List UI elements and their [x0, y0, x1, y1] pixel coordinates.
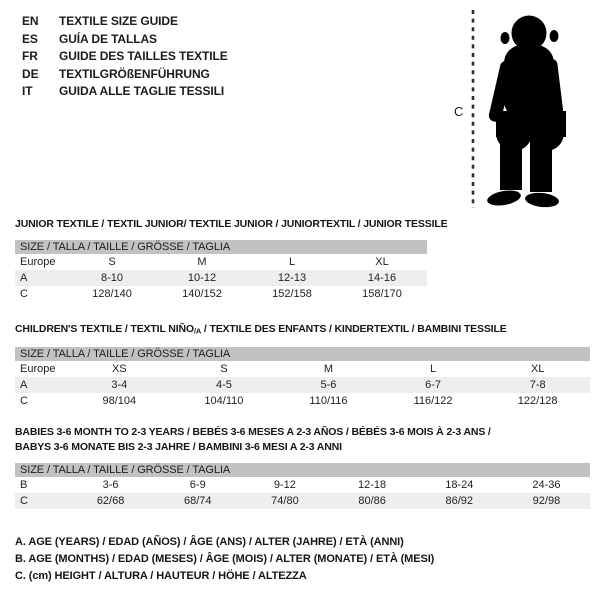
table-cell: 24-36: [532, 479, 561, 491]
size-section-junior: [15, 217, 448, 302]
language-title-list: [22, 13, 228, 101]
language-code: EN: [22, 14, 39, 28]
size-section-children: [15, 322, 590, 409]
table-cell: 62/68: [96, 495, 125, 507]
language-row: [22, 83, 228, 101]
table-row: [15, 270, 427, 286]
table-cell: 5-6: [320, 378, 337, 391]
table-cell: 14-16: [367, 272, 397, 284]
row-label: A: [20, 272, 28, 284]
row-label: Europe: [20, 256, 56, 268]
footnote-line: A. AGE (YEARS) / EDAD (AÑOS) / ÂGE (ANS) / ALTER (JAHRE) / ETÀ (ANNI): [15, 536, 404, 548]
table-cell: 86/92: [445, 495, 474, 507]
size-section-babies: [15, 425, 590, 509]
table-cell: M: [323, 362, 334, 375]
table-cell: 122/128: [517, 394, 558, 407]
footnote-line: B. AGE (MONTHS) / EDAD (MESES) / ÂGE (MOIS) / ALTER (MONATE) / ETÀ (MESI): [15, 553, 435, 565]
table-cell: 6-7: [425, 378, 442, 391]
table-cell: 104/110: [204, 394, 244, 407]
table-cell: 140/152: [182, 288, 222, 300]
language-title: TEXTILE SIZE GUIDE: [59, 14, 178, 28]
table-cell: 4-5: [215, 378, 232, 391]
row-label: A: [20, 378, 28, 391]
language-title: TEXTILGRÖßENFÜHRUNG: [59, 66, 210, 81]
table-header-band: SIZE / TALLA / TAILLE / GRÖSSE / TAGLIA: [15, 463, 590, 477]
heading-subscript: /A: [193, 326, 202, 336]
table-cell: L: [288, 256, 296, 268]
table-cell: 12-13: [277, 272, 307, 284]
table-cell: 110/116: [309, 394, 348, 407]
table-cell: 152/158: [272, 288, 312, 300]
table-header-band: SIZE / TALLA / TAILLE / GRÖSSE / TAGLIA: [15, 347, 590, 361]
language-row: [22, 66, 228, 84]
table-cell: 9-12: [273, 479, 296, 491]
table-cell: 128/140: [92, 288, 132, 300]
table-cell: 3-4: [111, 378, 128, 391]
language-row: [22, 31, 228, 49]
row-label: Europe: [20, 362, 56, 375]
section-heading: [15, 322, 590, 339]
table-cell: 158/170: [362, 288, 402, 300]
measurement-c-label: C: [454, 104, 464, 119]
language-code: DE: [22, 66, 39, 81]
table-cell: 3-6: [102, 479, 119, 491]
footnotes: [15, 534, 434, 585]
table-cell: 74/80: [271, 495, 299, 507]
table-cell: 68/74: [183, 495, 212, 507]
table-cell: S: [220, 362, 228, 375]
table-cell: L: [430, 362, 437, 375]
table-header-band: SIZE / TALLA / TAILLE / GRÖSSE / TAGLIA: [15, 240, 427, 254]
language-row: [22, 13, 228, 31]
table-cell: XL: [375, 256, 389, 268]
language-title: GUIDE DES TAILLES TEXTILE: [59, 49, 228, 63]
table-cell: M: [197, 256, 207, 268]
row-label: C: [20, 495, 28, 507]
language-title: GUÍA DE TALLAS: [59, 31, 157, 46]
language-row: [22, 48, 228, 66]
table-cell: 98/104: [102, 394, 137, 407]
section-heading: BABIES 3-6 MONTH TO 2-3 YEARS / BEBÉS 3-6 MESES A 2-3 AÑOS / BÉBÉS 3-6 MOIS À 2-3 ANS /: [15, 426, 491, 438]
table-row: [15, 493, 590, 509]
language-code: IT: [22, 84, 33, 98]
footnote-line: C. (cm) HEIGHT / ALTURA / HAUTEUR / HÖHE / ALTEZZA: [15, 570, 307, 582]
table-cell: 8-10: [100, 272, 124, 284]
table-cell: 116/122: [413, 394, 453, 407]
table-row: [15, 254, 427, 270]
section-heading: JUNIOR TEXTILE / TEXTIL JUNIOR/ TEXTILE JUNIOR / JUNIORTEXTIL / JUNIOR TESSILE: [15, 218, 448, 230]
table-cell: XS: [111, 362, 127, 375]
heading-text: / TEXTILE DES ENFANTS / KINDERTEXTIL / BAMBINI TESSILE: [201, 323, 507, 335]
language-title: GUIDA ALLE TAGLIE TESSILI: [59, 84, 225, 98]
heading-text: CHILDREN'S TEXTILE / TEXTIL NIÑO: [15, 323, 194, 335]
toddler-silhouette-icon: [486, 16, 566, 209]
table-row: [15, 286, 427, 302]
row-label: C: [20, 288, 28, 300]
language-code: ES: [22, 31, 38, 46]
row-label: C: [20, 394, 28, 407]
table-cell: 92/98: [532, 495, 561, 507]
table-row: [15, 361, 590, 377]
table-cell: 18-24: [445, 479, 474, 491]
table-row: [15, 477, 590, 493]
table-row: [15, 393, 590, 409]
table-row: [15, 377, 590, 393]
section-heading: BABYS 3-6 MONATE BIS 2-3 JAHRE / BAMBINI 3-6 MESI A 2-3 ANNI: [15, 441, 342, 453]
table-cell: 12-18: [358, 479, 387, 491]
table-cell: 80/86: [358, 495, 386, 507]
table-cell: 10-12: [187, 272, 217, 284]
table-cell: 7-8: [529, 378, 546, 391]
table-cell: S: [108, 256, 116, 268]
language-code: FR: [22, 49, 38, 63]
table-cell: 6-9: [189, 479, 206, 491]
row-label: B: [20, 479, 28, 491]
table-cell: XL: [530, 362, 545, 375]
measurement-figure: [448, 5, 598, 213]
